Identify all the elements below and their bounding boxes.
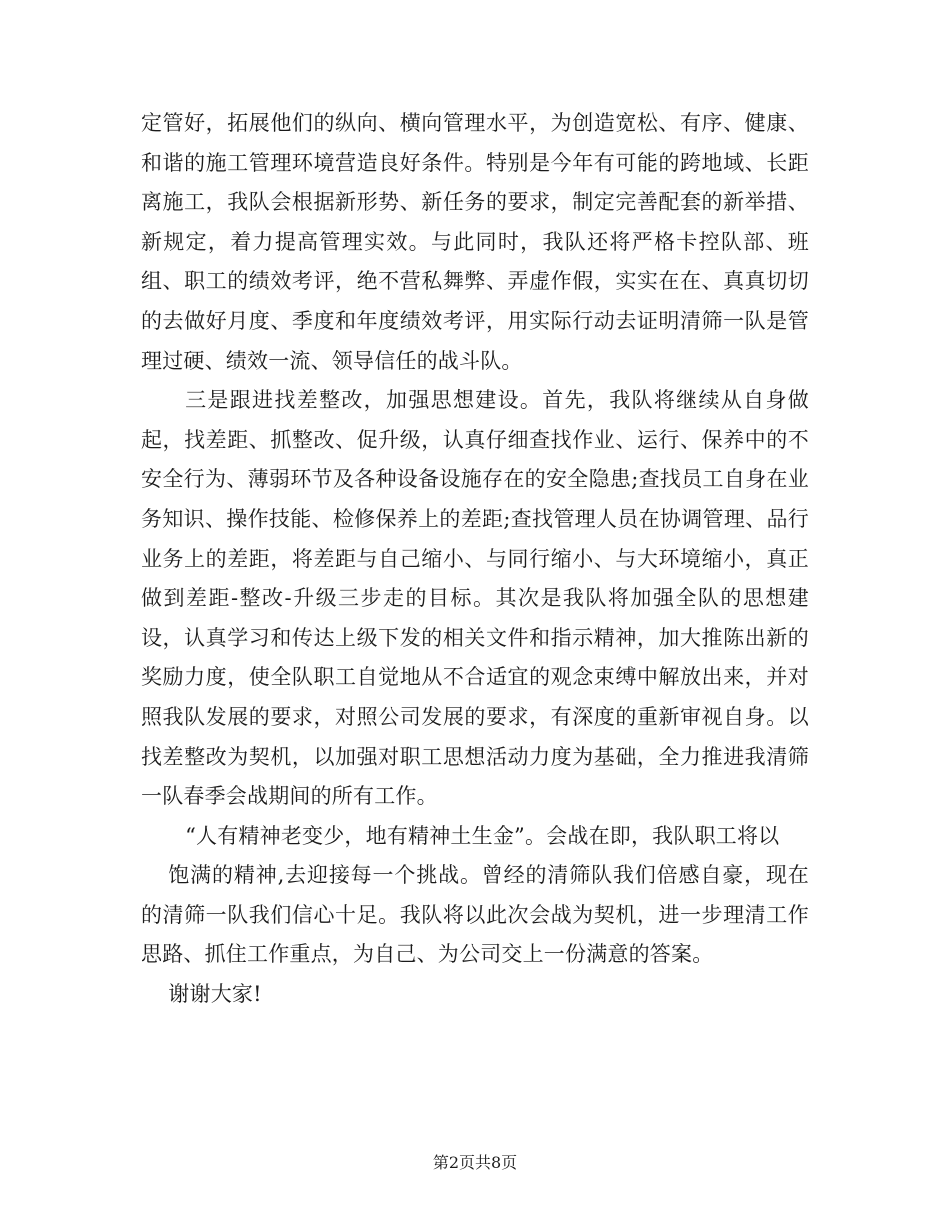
paragraph-rectification: 三是跟进找差整改，加强思想建设。首先，我队将继续从自身做起，找差距、抓整改、促升级，认真仔细查找作业、运行、保养中的不安全行为、薄弱环节及各种设备设施存在的安全隐患;查找员工自身在业务知识、操作技能、检修保养上的差距;查找管理人员在协调管理、品行业务上的差距，将差距与自己缩小、与同行缩小、与大环境缩小，真正做到差距-整改-升级三步走的目标。其次是我队将加强全队的思想建设，认真学习和传达上级下发的相关文件和指示精神，加大推陈出新的奖励力度，使全队职工自觉地从不合适宜的观念束缚中解放出来，并对照我队发展的要求，对照公司发展的要求，有深度的重新审视自身。以找差整改为契机，以加强对职工思想活动力度为基础，全力推进我清筛一队春季会战期间的所有工作。: [141, 388, 809, 809]
paragraph-challenge: 饱满的精神,去迎接每一个挑战。曾经的清筛队我们倍感自豪，现在的清筛一队我们信心十足。我队将以此次会战为契机，进一步理清工作思路、抓住工作重点，为自己、为公司交上一份满意的答案。: [141, 863, 809, 967]
page-number-footer: 第2页共8页: [432, 1153, 518, 1172]
paragraph-thanks: 谢谢大家!: [168, 982, 262, 1007]
paragraph-spirit-quote: “人有精神老变少，地有精神土生金”。会战在即，我队职工将以: [185, 823, 780, 848]
paragraph-management: 定管好，拓展他们的纵向、横向管理水平，为创造宽松、有序、健康、和谐的施工管理环境营造良好条件。特别是今年有可能的跨地域、长距离施工，我队会根据新形势、新任务的要求，制定完善配套的新举措、新规定，着力提高管理实效。与此同时，我队还将严格卡控队部、班组、职工的绩效考评，绝不营私舞弊、弄虚作假，实实在在、真真切切的去做好月度、季度和年度绩效考评，用实际行动去证明清筛一队是管理过硬、绩效一流、领导信任的战斗队。: [141, 111, 809, 373]
document-body: [141, 104, 809, 1015]
